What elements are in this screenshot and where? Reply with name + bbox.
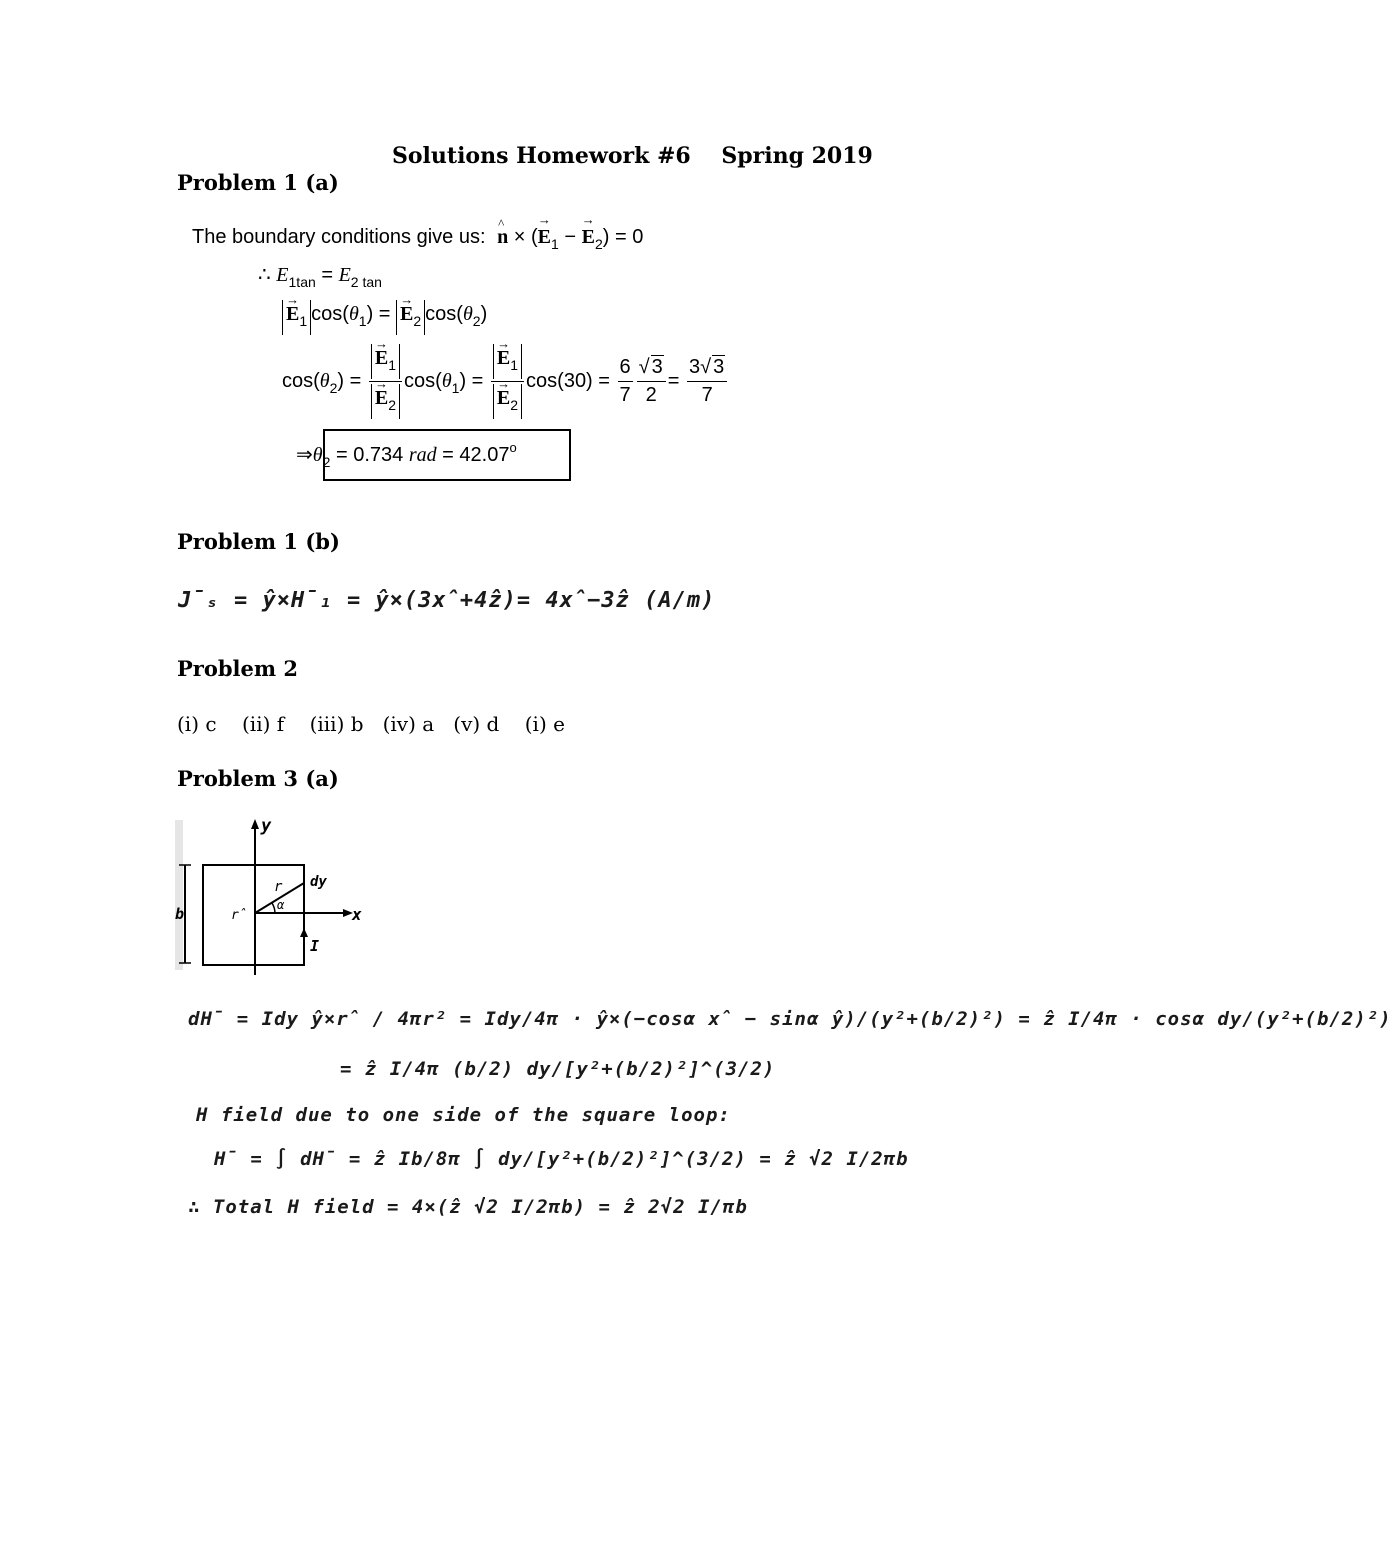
boundary-condition-line: The boundary conditions give us: ^ n × (→ $E_1$ − → $E_2) = 0$ — [192, 226, 643, 252]
side-length-label: b — [175, 905, 185, 923]
problem-1b-heading: Problem 1 (b) — [177, 529, 340, 554]
boundary-intro-text: The boundary conditions give us: — [192, 226, 486, 248]
scan-edge-shading — [175, 820, 183, 970]
y-axis-arrow — [251, 819, 259, 829]
y-axis-label: y — [261, 816, 272, 836]
tangential-equality: ∴ $E_{1tan} = E_{2 tan}$ — [258, 264, 382, 290]
problem-1b-handwritten-solution: J̄ₛ = ŷ×H̄₁ = ŷ×(3x̂+4ẑ)= 4x̂−3ẑ (A/m) — [178, 588, 716, 613]
derivation-line-4: H̄ = ∫ dH̄ = ẑ Ib/8π ∫ dy/[y²+(b/2)²]^(3/2) = ẑ √2 I/2πb — [214, 1148, 909, 1170]
theta2-answer: $\Rightarrow\theta_2 = 0.734$ rad = $42.07^o$ — [296, 440, 517, 470]
current-label: I — [310, 937, 320, 955]
derivation-line-2: = ẑ I/4π (b/2) dy/[y²+(b/2)²]^(3/2) — [340, 1058, 776, 1080]
problem-3a-heading: Problem 3 (a) — [177, 766, 339, 791]
problem-1a-heading: Problem 1 (a) — [177, 170, 339, 195]
derivation-line-1: dH̄ = Idy ŷ×r̂ / 4πr² = Idy/4π · ŷ×(−cosα x̂ − sinα ŷ)/(y²+(b/2)²) = ẑ I/4π · cosα dy/(y²+(b/2)²) — [188, 1008, 1392, 1030]
r-hat-label: r̂ — [231, 908, 247, 923]
derivation-line-5: ∴ Total H field = 4×(ẑ √2 I/2πb) = ẑ 2√2 I/πb — [188, 1196, 748, 1218]
derivation-line-3: H field due to one side of the square loop: — [196, 1104, 731, 1126]
current-arrow-head — [300, 928, 308, 937]
square-loop-figure — [175, 815, 375, 975]
square-loop — [203, 865, 304, 965]
magnitude-cos-equation: → $E_1$ $\cos(\theta_1)$ = → $E_2$ $\cos(\theta_2)$ — [282, 300, 487, 335]
cos30-text: cos(30) = — [526, 369, 610, 392]
cos-theta2-equation: $\cos(\theta_2)$ = → $E_1$ → $E_2$ $\cos(\theta_1)$ = → $E_1$ → $E_2$ cos(30) = $\frac{6}{7}$ $\frac{√ 3}{2}$ = $\frac{3√ 3}{7}$ — [282, 344, 729, 419]
problem-2-answers: (i) c (ii) f (iii) b (iv) a (v) d (i) e — [177, 712, 565, 736]
x-axis-label: x — [352, 905, 362, 924]
alpha-label: α — [277, 898, 285, 912]
page-title: Solutions Homework #6 Spring 2019 — [392, 143, 873, 169]
therefore-symbol: ∴ — [258, 264, 271, 286]
dy-label: dy — [310, 874, 327, 890]
r-label: r — [274, 879, 283, 895]
problem-2-heading: Problem 2 — [177, 656, 299, 681]
alpha-arc — [272, 903, 275, 913]
